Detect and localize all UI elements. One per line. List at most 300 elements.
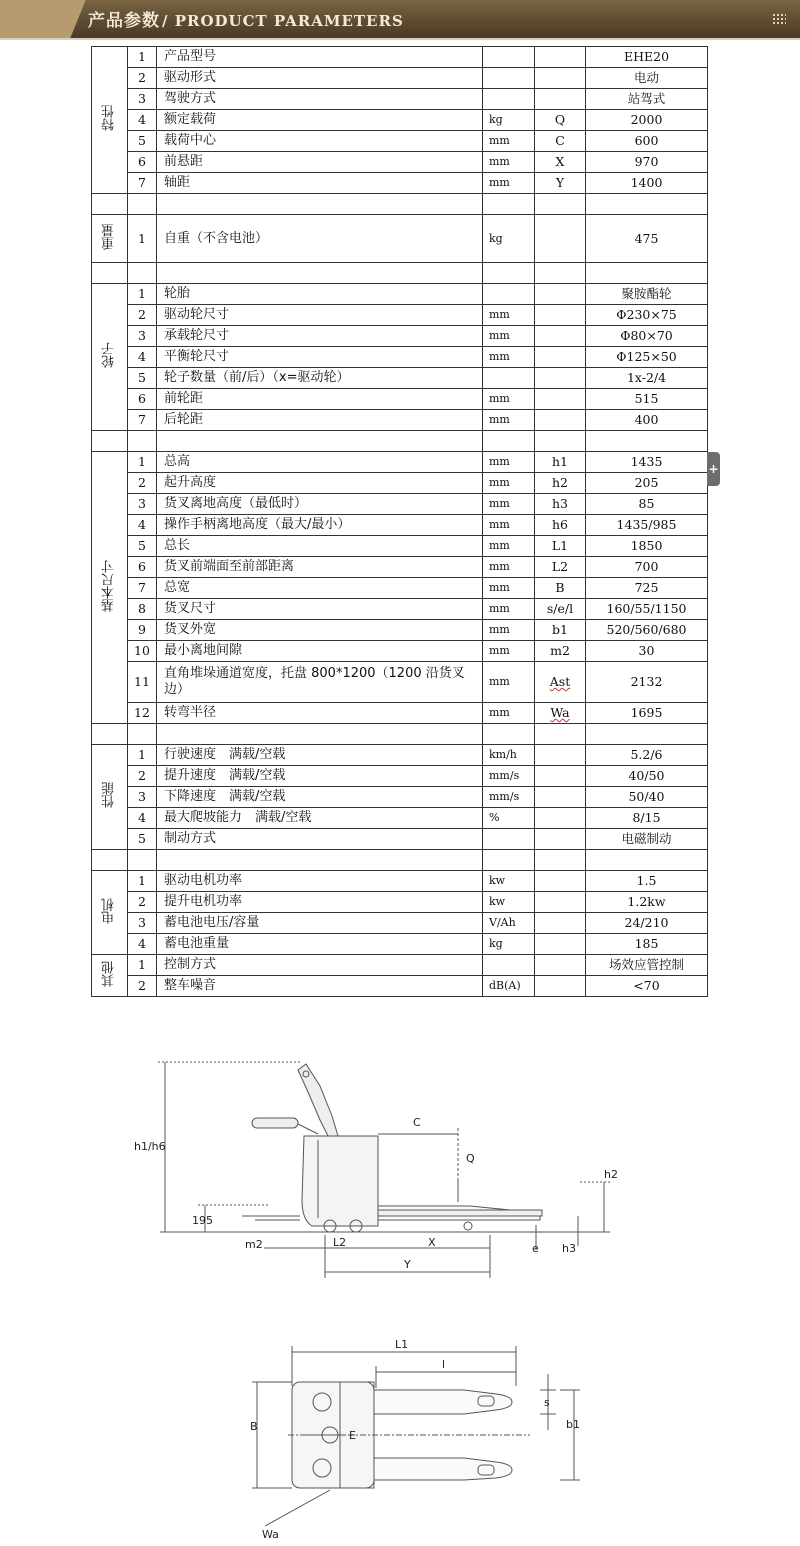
unit-cell: mm	[483, 173, 535, 194]
value-cell: 30	[586, 641, 708, 662]
value-cell: 700	[586, 557, 708, 578]
code-cell	[535, 215, 586, 263]
label-Wa: Wa	[262, 1528, 279, 1541]
table-row	[92, 452, 708, 473]
label-Q: Q	[466, 1152, 475, 1165]
table-row	[92, 745, 708, 766]
unit-cell: km/h	[483, 745, 535, 766]
empty-cell	[483, 263, 535, 284]
code-cell: X	[535, 152, 586, 173]
param-name: 下降速度 满载/空载	[157, 787, 483, 808]
empty-cell	[535, 431, 586, 452]
value-cell: 1400	[586, 173, 708, 194]
unit-cell: mm	[483, 578, 535, 599]
value-cell: 160/55/1150	[586, 599, 708, 620]
code-cell: C	[535, 131, 586, 152]
label-l: l	[442, 1358, 446, 1371]
label-h2: h2	[604, 1168, 618, 1181]
value-cell: 24/210	[586, 913, 708, 934]
label-B: B	[250, 1420, 258, 1433]
table-row	[92, 494, 708, 515]
value-cell: 185	[586, 934, 708, 955]
row-number: 11	[128, 662, 157, 703]
banner-divider	[0, 38, 800, 40]
code-cell	[535, 955, 586, 976]
code-cell: h3	[535, 494, 586, 515]
param-name: 起升高度	[157, 473, 483, 494]
value-cell: 1435	[586, 452, 708, 473]
code-cell: h2	[535, 473, 586, 494]
row-number: 12	[128, 703, 157, 724]
table-row	[92, 368, 708, 389]
unit-cell	[483, 829, 535, 850]
table-row	[92, 131, 708, 152]
param-name: 总长	[157, 536, 483, 557]
value-cell: 85	[586, 494, 708, 515]
empty-cell	[128, 431, 157, 452]
row-number: 7	[128, 410, 157, 431]
code-cell: b1	[535, 620, 586, 641]
table-row	[92, 829, 708, 850]
table-row	[92, 68, 708, 89]
code-cell: s/e/l	[535, 599, 586, 620]
param-name: 自重（不含电池）	[157, 215, 483, 263]
unit-cell: V/Ah	[483, 913, 535, 934]
table-row	[92, 110, 708, 131]
unit-cell: mm	[483, 347, 535, 368]
unit-cell: mm	[483, 703, 535, 724]
empty-cell	[586, 724, 708, 745]
row-number: 2	[128, 473, 157, 494]
param-name: 载荷中心	[157, 131, 483, 152]
code-cell: h6	[535, 515, 586, 536]
group-name: 重量	[101, 223, 117, 250]
value-cell: EHE20	[586, 47, 708, 68]
empty-cell	[128, 724, 157, 745]
param-name: 货叉离地高度（最低时）	[157, 494, 483, 515]
empty-cell	[92, 850, 128, 871]
group-label	[92, 745, 128, 850]
empty-cell	[483, 724, 535, 745]
row-number: 3	[128, 89, 157, 110]
value-cell: 站驾式	[586, 89, 708, 110]
table-row	[92, 215, 708, 263]
unit-cell: mm	[483, 662, 535, 703]
value-cell: Φ80×70	[586, 326, 708, 347]
param-name: 后轮距	[157, 410, 483, 431]
empty-cell	[483, 850, 535, 871]
unit-cell: %	[483, 808, 535, 829]
separator-row	[92, 431, 708, 452]
value-cell: Φ230×75	[586, 305, 708, 326]
unit-cell: mm	[483, 473, 535, 494]
separator-row	[92, 850, 708, 871]
param-name: 货叉尺寸	[157, 599, 483, 620]
empty-cell	[128, 194, 157, 215]
param-name: 最小离地间隙	[157, 641, 483, 662]
value-cell: 1435/985	[586, 515, 708, 536]
row-number: 1	[128, 215, 157, 263]
param-name: 驱动轮尺寸	[157, 305, 483, 326]
table-row	[92, 599, 708, 620]
value-cell: 520/560/680	[586, 620, 708, 641]
group-label	[92, 871, 128, 955]
label-195: 195	[192, 1214, 213, 1227]
group-label	[92, 215, 128, 263]
label-b1: b1	[566, 1418, 580, 1431]
table-row	[92, 47, 708, 68]
code-cell	[535, 787, 586, 808]
label-X: X	[428, 1236, 436, 1249]
label-L1: L1	[395, 1338, 409, 1351]
row-number: 1	[128, 871, 157, 892]
unit-cell: mm	[483, 410, 535, 431]
table-row	[92, 515, 708, 536]
table-row	[92, 892, 708, 913]
row-number: 5	[128, 368, 157, 389]
empty-cell	[535, 194, 586, 215]
value-cell: 电动	[586, 68, 708, 89]
group-label	[92, 47, 128, 194]
empty-cell	[586, 263, 708, 284]
unit-cell: mm	[483, 494, 535, 515]
unit-cell: mm	[483, 536, 535, 557]
empty-cell	[128, 850, 157, 871]
code-cell: L1	[535, 536, 586, 557]
side-view-diagram	[0, 1050, 800, 1280]
table-row	[92, 347, 708, 368]
code-cell	[535, 934, 586, 955]
code-cell	[535, 68, 586, 89]
group-name: 轮子	[101, 342, 117, 368]
param-name: 提升速度 满载/空载	[157, 766, 483, 787]
code-cell	[535, 284, 586, 305]
unit-cell	[483, 89, 535, 110]
row-number: 2	[128, 305, 157, 326]
param-name: 货叉外宽	[157, 620, 483, 641]
table-row	[92, 305, 708, 326]
unit-cell	[483, 368, 535, 389]
value-cell: 2000	[586, 110, 708, 131]
group-name: 电机	[101, 897, 117, 924]
table-row	[92, 473, 708, 494]
unit-cell: mm	[483, 305, 535, 326]
row-number: 9	[128, 620, 157, 641]
table-row	[92, 557, 708, 578]
code-cell	[535, 368, 586, 389]
param-name: 产品型号	[157, 47, 483, 68]
row-number: 1	[128, 452, 157, 473]
value-cell: 2132	[586, 662, 708, 703]
group-name: 性能	[101, 782, 117, 808]
row-number: 3	[128, 913, 157, 934]
banner-accent	[0, 0, 86, 38]
table-row	[92, 410, 708, 431]
table-row	[92, 871, 708, 892]
table-row	[92, 578, 708, 599]
table-row	[92, 152, 708, 173]
param-name: 驱动电机功率	[157, 871, 483, 892]
group-label	[92, 284, 128, 431]
row-number: 3	[128, 326, 157, 347]
banner-title-en: / PRODUCT PARAMETERS	[162, 12, 404, 30]
table-row	[92, 389, 708, 410]
param-name: 轮胎	[157, 284, 483, 305]
code-cell	[535, 829, 586, 850]
row-number: 4	[128, 808, 157, 829]
row-number: 7	[128, 173, 157, 194]
empty-cell	[157, 850, 483, 871]
label-E: E	[349, 1429, 356, 1442]
row-number: 6	[128, 557, 157, 578]
value-cell: 50/40	[586, 787, 708, 808]
empty-cell	[157, 194, 483, 215]
code-cell	[535, 347, 586, 368]
row-number: 5	[128, 536, 157, 557]
value-cell: 1695	[586, 703, 708, 724]
table-row	[92, 955, 708, 976]
empty-cell	[128, 263, 157, 284]
value-cell: Φ125×50	[586, 347, 708, 368]
param-name: 蓄电池重量	[157, 934, 483, 955]
table-row	[92, 641, 708, 662]
value-cell: 场效应管控制	[586, 955, 708, 976]
value-cell: 400	[586, 410, 708, 431]
empty-cell	[157, 263, 483, 284]
row-number: 4	[128, 515, 157, 536]
code-cell: Wa	[535, 703, 586, 724]
banner-title	[88, 6, 404, 31]
empty-cell	[92, 431, 128, 452]
unit-cell: mm	[483, 599, 535, 620]
unit-cell: mm	[483, 152, 535, 173]
label-C: C	[413, 1116, 421, 1129]
code-cell	[535, 976, 586, 997]
value-cell: 205	[586, 473, 708, 494]
code-cell	[535, 305, 586, 326]
separator-row	[92, 263, 708, 284]
value-cell: 725	[586, 578, 708, 599]
code-cell	[535, 389, 586, 410]
code-cell: Q	[535, 110, 586, 131]
code-cell	[535, 808, 586, 829]
empty-cell	[586, 431, 708, 452]
row-number: 4	[128, 934, 157, 955]
row-number: 1	[128, 47, 157, 68]
code-cell: Ast	[535, 662, 586, 703]
unit-cell: mm	[483, 131, 535, 152]
row-number: 5	[128, 829, 157, 850]
banner-title-cn: 产品参数	[88, 11, 160, 31]
unit-cell: mm	[483, 641, 535, 662]
value-cell: <70	[586, 976, 708, 997]
code-cell	[535, 766, 586, 787]
unit-cell: kg	[483, 215, 535, 263]
unit-cell: mm	[483, 557, 535, 578]
unit-cell: kw	[483, 892, 535, 913]
value-cell: 40/50	[586, 766, 708, 787]
code-cell	[535, 913, 586, 934]
empty-cell	[483, 431, 535, 452]
unit-cell: mm/s	[483, 766, 535, 787]
param-name: 行驶速度 满载/空载	[157, 745, 483, 766]
param-name: 转弯半径	[157, 703, 483, 724]
code-cell: h1	[535, 452, 586, 473]
table-row	[92, 326, 708, 347]
row-number: 2	[128, 766, 157, 787]
label-e: e	[532, 1242, 539, 1255]
param-name: 平衡轮尺寸	[157, 347, 483, 368]
row-number: 1	[128, 284, 157, 305]
row-number: 2	[128, 976, 157, 997]
unit-cell: kg	[483, 110, 535, 131]
label-Y: Y	[404, 1258, 411, 1271]
unit-cell: kg	[483, 934, 535, 955]
empty-cell	[483, 194, 535, 215]
table-row	[92, 173, 708, 194]
table-row	[92, 934, 708, 955]
separator-row	[92, 724, 708, 745]
value-cell: 1x-2/4	[586, 368, 708, 389]
top-view-diagram	[0, 1330, 800, 1546]
unit-cell: mm	[483, 452, 535, 473]
group-name: 特性	[101, 105, 117, 131]
row-number: 4	[128, 347, 157, 368]
code-cell	[535, 326, 586, 347]
param-name: 操作手柄离地高度（最大/最小）	[157, 515, 483, 536]
row-number: 1	[128, 745, 157, 766]
table-row	[92, 620, 708, 641]
empty-cell	[586, 194, 708, 215]
param-name: 提升电机功率	[157, 892, 483, 913]
value-cell: 8/15	[586, 808, 708, 829]
value-cell: 1850	[586, 536, 708, 557]
table-row	[92, 766, 708, 787]
table-row	[92, 662, 708, 703]
param-name: 总高	[157, 452, 483, 473]
row-number: 4	[128, 110, 157, 131]
unit-cell: mm	[483, 326, 535, 347]
param-name: 制动方式	[157, 829, 483, 850]
value-cell: 600	[586, 131, 708, 152]
unit-cell: mm	[483, 620, 535, 641]
empty-cell	[586, 850, 708, 871]
param-name: 总宽	[157, 578, 483, 599]
code-cell	[535, 410, 586, 431]
table-row	[92, 787, 708, 808]
param-name: 驱动形式	[157, 68, 483, 89]
unit-cell	[483, 955, 535, 976]
unit-cell	[483, 284, 535, 305]
code-cell	[535, 89, 586, 110]
group-label	[92, 452, 128, 724]
empty-cell	[535, 850, 586, 871]
value-cell: 475	[586, 215, 708, 263]
code-cell: B	[535, 578, 586, 599]
unit-cell: dB(A)	[483, 976, 535, 997]
empty-cell	[157, 431, 483, 452]
row-number: 6	[128, 152, 157, 173]
row-number: 2	[128, 68, 157, 89]
table-row	[92, 89, 708, 110]
row-number: 3	[128, 494, 157, 515]
unit-cell: mm	[483, 515, 535, 536]
empty-cell	[92, 263, 128, 284]
param-name: 货叉前端面至前部距离	[157, 557, 483, 578]
group-label	[92, 955, 128, 997]
code-cell	[535, 47, 586, 68]
param-name: 驾驶方式	[157, 89, 483, 110]
param-name: 额定载荷	[157, 110, 483, 131]
code-cell: Y	[535, 173, 586, 194]
param-name: 最大爬坡能力 满载/空载	[157, 808, 483, 829]
label-m2: m2	[245, 1238, 263, 1251]
code-cell	[535, 892, 586, 913]
param-name: 轮子数量（前/后）（x=驱动轮）	[157, 368, 483, 389]
unit-cell: kw	[483, 871, 535, 892]
table-row	[92, 703, 708, 724]
table-row	[92, 976, 708, 997]
param-name: 承载轮尺寸	[157, 326, 483, 347]
param-name: 轴距	[157, 173, 483, 194]
row-number: 10	[128, 641, 157, 662]
row-number: 8	[128, 599, 157, 620]
row-number: 6	[128, 389, 157, 410]
param-name: 直角堆垛通道宽度，托盘 800*1200（1200 沿货叉边）	[157, 662, 483, 703]
value-cell: 聚胺酯轮	[586, 284, 708, 305]
table-row	[92, 536, 708, 557]
empty-cell	[535, 263, 586, 284]
value-cell: 电磁制动	[586, 829, 708, 850]
empty-cell	[92, 194, 128, 215]
label-h1-h6: h1/h6	[134, 1140, 166, 1153]
table-row	[92, 284, 708, 305]
unit-cell	[483, 47, 535, 68]
table-row	[92, 808, 708, 829]
code-cell	[535, 871, 586, 892]
section-banner	[0, 0, 800, 38]
param-name: 前轮距	[157, 389, 483, 410]
row-number: 1	[128, 955, 157, 976]
row-number: 5	[128, 131, 157, 152]
unit-cell: mm/s	[483, 787, 535, 808]
param-name: 控制方式	[157, 955, 483, 976]
code-cell	[535, 745, 586, 766]
label-L2: L2	[333, 1236, 347, 1249]
value-cell: 515	[586, 389, 708, 410]
unit-cell	[483, 68, 535, 89]
param-name: 整车噪音	[157, 976, 483, 997]
empty-cell	[535, 724, 586, 745]
row-number: 2	[128, 892, 157, 913]
expand-tab[interactable]: +	[707, 452, 720, 486]
separator-row	[92, 194, 708, 215]
value-cell: 5.2/6	[586, 745, 708, 766]
row-number: 3	[128, 787, 157, 808]
value-cell: 970	[586, 152, 708, 173]
label-h3: h3	[562, 1242, 576, 1255]
grip-icon	[772, 13, 786, 25]
row-number: 7	[128, 578, 157, 599]
empty-cell	[92, 724, 128, 745]
value-cell: 1.2kw	[586, 892, 708, 913]
group-name: 其他	[101, 960, 117, 987]
code-cell: m2	[535, 641, 586, 662]
code-cell: L2	[535, 557, 586, 578]
unit-cell: mm	[483, 389, 535, 410]
table-row	[92, 913, 708, 934]
param-name: 蓄电池电压/容量	[157, 913, 483, 934]
